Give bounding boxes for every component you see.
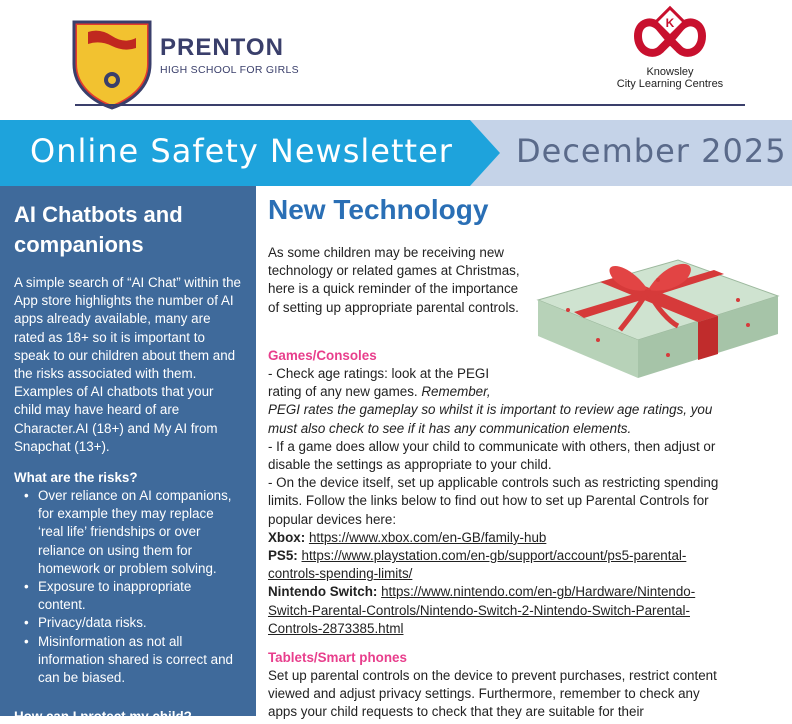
games-line2: rating of any new games. (268, 384, 418, 400)
games-italic2: PEGI rates the gameplay so whilst it is important to review age ratings, you must also check to see if it has any communication elements. (268, 402, 713, 436)
newsletter-title: Online Safety Newsletter (30, 132, 453, 170)
games-p3: - On the device itself, set up applicable controls such as restricting spending limits. Follow the links below to find out how to set up Parental Controls for popular devices here: (268, 475, 719, 527)
nintendo-link[interactable]: https://www.nintendo.com/en-gb/Hardware/Nintendo-Switch-Parental-Controls/Nintendo-Switch-2-Nintendo-Switch-Parental-Controls-2873385.html (268, 584, 696, 636)
games-line1: - Check age ratings: look at the PEGI (268, 366, 490, 381)
xbox-label: Xbox: (268, 529, 306, 545)
protect-heading: How can I protect my child? (14, 709, 192, 724)
sidebar-ai-chatbots (0, 186, 256, 724)
games-heading: Games/Consoles (268, 348, 377, 363)
gift-box-image (528, 230, 788, 380)
risks-list (14, 487, 242, 687)
header-divider (75, 104, 745, 106)
school-subtitle: HIGH SCHOOL FOR GIRLS (160, 64, 299, 76)
partner-name-line2: City Learning Centres (616, 78, 724, 90)
school-name: PRENTON (160, 34, 284, 61)
list-item: • Exposure to inappropriate content. (38, 578, 242, 614)
list-item: • Over reliance on AI companions, for example they may replace ‘real life’ friendships or over reliance on using them for homework or problem solving. (38, 487, 242, 578)
games-p2: - If a game does allow your child to communicate with others, then adjust or disable the settings as appropriate to your child. (268, 438, 716, 473)
school-crest-logo (70, 18, 154, 110)
intro-paragraph: As some children may be receiving new technology or related games at Christmas, here is a quick reminder of the importance of setting up appropriate parental controls. (268, 245, 520, 315)
svg-text:K: K (665, 16, 675, 30)
ps5-link[interactable]: https://www.playstation.com/en-gb/support/account/ps5-parental-controls-spending-limits/ (268, 548, 687, 582)
tablets-heading: Tablets/Smart phones (268, 650, 407, 665)
ps5-label: PS5: (268, 548, 298, 564)
nintendo-label: Nintendo Switch: (268, 584, 378, 600)
tablets-paragraph: Set up parental controls on the device to prevent purchases, restrict content viewed and adjust privacy settings. Furthermore, remember to check any apps your child requests to check that they are suitable for their (268, 668, 717, 720)
knowsley-clc-logo (620, 8, 720, 64)
newsletter-banner (0, 120, 792, 186)
main-new-technology (266, 186, 786, 720)
section-title: New Technology (268, 194, 489, 225)
risks-heading: What are the risks? (14, 470, 138, 486)
newsletter-date: December 2025 (516, 132, 787, 170)
sidebar-title: AI Chatbots and companions (14, 202, 183, 257)
sidebar-paragraph: A simple search of “AI Chat” within the App store highlights the number of AI apps already available, many are rated as 18+ so it is important to speak to our children about them and the risks associated with them. Examples of AI chatbots that your child may have heard of are Character.AI (18+) and My AI from Snapchat (13+). (14, 275, 241, 454)
games-italic1: Remember, (421, 384, 491, 400)
list-item: • Misinformation as not all information shared is correct and can be biased. (38, 633, 242, 688)
list-item: • Privacy/data risks. (38, 614, 242, 632)
xbox-link[interactable]: https://www.xbox.com/en-GB/family-hub (308, 529, 547, 545)
page-header (0, 0, 792, 120)
games-paragraph (268, 365, 726, 638)
partner-name-line1: Knowsley (646, 66, 694, 78)
